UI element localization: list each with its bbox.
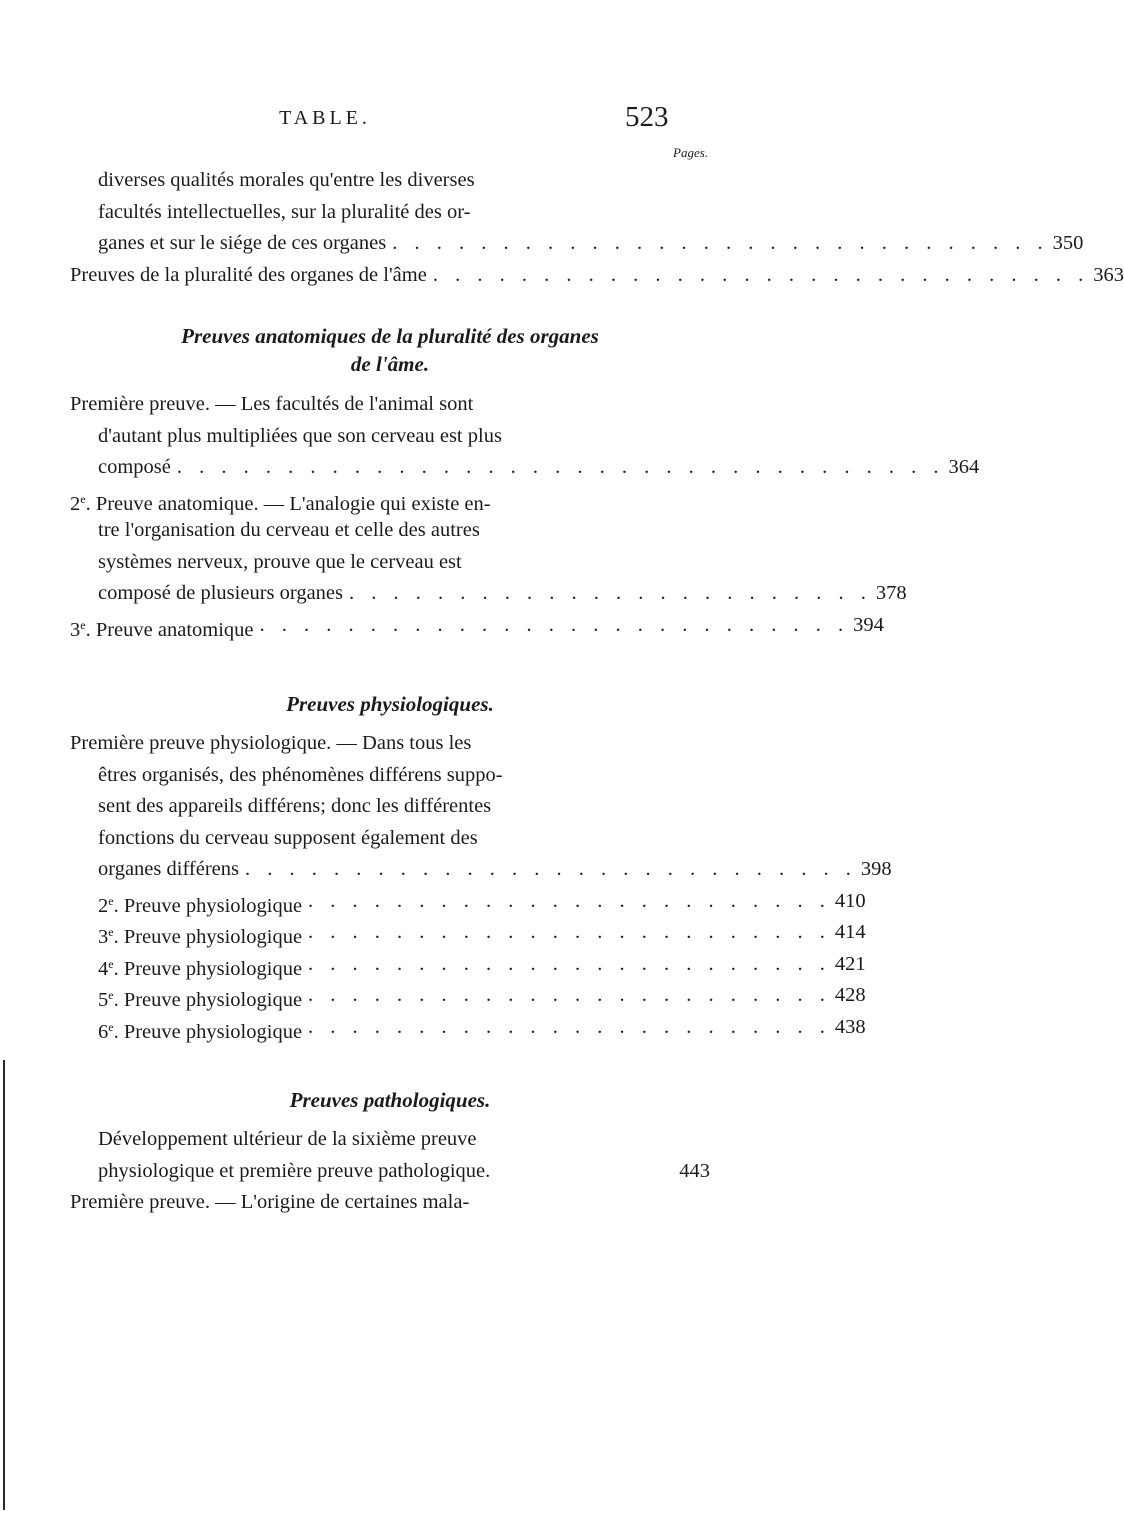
section-heading-pathology: Preuves pathologiques.: [289, 1088, 491, 1112]
page-ref: 421: [834, 952, 866, 975]
toc-entry: 4e. Preuve physiologique . . . . . . . . . . . . . . . . . . . . . . . . 421: [70, 949, 710, 981]
toc-entry: 3e. Preuve anatomique . . . . . . . . . . . . . . . . . . . . . . . . . . . 394: [70, 610, 710, 642]
page-ref: 438: [834, 1015, 866, 1038]
entries-anatomy: [70, 389, 980, 641]
toc-line: d'autant plus multipliées que son cerveau est plus: [98, 424, 502, 447]
toc-entry: 3e. Preuve physiologique . . . . . . . . . . . . . . . . . . . . . . . . 414: [70, 917, 710, 949]
toc-entry: composé . . . . . . . . . . . . . . . . . . . . . . . . . . . . . . . . . . . 364: [70, 452, 710, 484]
toc-line: facultés intellectuelles, sur la pluralité des or-: [98, 200, 471, 223]
leader-dots: . . . . . . . . . . . . . . . . . . . . . . . . . . . .: [245, 858, 857, 880]
toc-entry: ganes et sur le siége de ces organes . . . . . . . . . . . . . . . . . . . . . . . . . . . . . . 350: [70, 228, 710, 260]
leader-dots: . . . . . . . . . . . . . . . . . . . . . . . .: [349, 582, 872, 604]
page-ref: 378: [875, 582, 907, 604]
page-edge-shadow: [3, 1060, 5, 1510]
page-ref: 394: [853, 613, 884, 636]
entries-top: [70, 165, 1124, 291]
leader-dots: [490, 1156, 675, 1188]
leader-dots: . . . . . . . . . . . . . . . . . . . . . . . .: [308, 984, 831, 1006]
toc-entry: Preuves de la pluralité des organes de l'âme . . . . . . . . . . . . . . . . . . . . . . . . . . . . . . 363: [70, 260, 710, 292]
leader-dots: . . . . . . . . . . . . . . . . . . . . . . . .: [308, 952, 831, 975]
toc-entry: composé de plusieurs organes . . . . . . . . . . . . . . . . . . . . . . . . 378: [70, 578, 710, 610]
page-ref: 363: [1093, 263, 1124, 286]
leader-dots: . . . . . . . . . . . . . . . . . . . . . . . . . . . . . .: [392, 232, 1049, 254]
toc-line: diverses qualités morales qu'entre les diverses: [98, 169, 475, 191]
toc-line: fonctions du cerveau supposent également des: [98, 826, 478, 849]
leader-dots: . . . . . . . . . . . . . . . . . . . . . . . . . . .: [259, 613, 850, 636]
leader-dots: . . . . . . . . . . . . . . . . . . . . . . . .: [308, 921, 831, 943]
toc-line: Première preuve physiologique. — Dans tous les: [70, 732, 472, 754]
page-ref: 443: [679, 1159, 710, 1182]
pages-column-label: Pages.: [673, 145, 709, 160]
toc-line: Développement ultérieur de la sixième preuve: [98, 1128, 477, 1150]
page-ref: 364: [948, 456, 980, 478]
toc-line: êtres organisés, des phénomènes différens suppo-: [98, 763, 503, 786]
section-heading-physiology: Preuves physiologiques.: [286, 692, 494, 716]
leader-dots: . . . . . . . . . . . . . . . . . . . . . . . . . . . . . .: [432, 263, 1090, 286]
toc-entry: 2e. Preuve physiologique . . . . . . . . . . . . . . . . . . . . . . . . 410: [70, 886, 710, 918]
page-ref: 410: [834, 889, 866, 912]
toc-entry: organes différens . . . . . . . . . . . . . . . . . . . . . . . . . . . . 398: [70, 854, 710, 886]
toc-line: systèmes nerveux, prouve que le cerveau est: [98, 550, 462, 573]
toc-line: sent des appareils différens; donc les différentes: [98, 795, 492, 817]
toc-entry: 6e. Preuve physiologique . . . . . . . . . . . . . . . . . . . . . . . . 438: [70, 1012, 710, 1044]
page-number: 523: [625, 101, 669, 133]
page-ref: 398: [860, 858, 892, 880]
leader-dots: . . . . . . . . . . . . . . . . . . . . . . . .: [308, 889, 831, 912]
section-heading-anatomy: Preuves anatomiques de la pluralité des organes de l'âme.: [181, 324, 599, 376]
toc-line: tre l'organisation du cerveau et celle des autres: [98, 519, 480, 541]
page-ref: 350: [1052, 232, 1084, 254]
entries-pathology: [70, 1124, 710, 1219]
toc-entry: 5e. Preuve physiologique . . . . . . . . . . . . . . . . . . . . . . . . 428: [70, 980, 710, 1012]
leader-dots: . . . . . . . . . . . . . . . . . . . . . . . . . . . . . . . . . . .: [176, 456, 945, 478]
page-ref: 414: [834, 921, 866, 943]
toc-entry: physiologique et première preuve pathologique. 443: [70, 1156, 710, 1188]
entries-physiology: [70, 728, 892, 1043]
page-ref: 428: [834, 984, 866, 1006]
leader-dots: . . . . . . . . . . . . . . . . . . . . . . . .: [308, 1015, 831, 1038]
toc-line: Première preuve. — Les facultés de l'animal sont: [70, 393, 474, 415]
toc-line: 2e. Preuve anatomique. — L'analogie qui existe en-: [70, 491, 491, 515]
running-title: TABLE.: [279, 107, 371, 129]
toc-line: Première preuve. — L'origine de certaines mala-: [70, 1191, 470, 1213]
